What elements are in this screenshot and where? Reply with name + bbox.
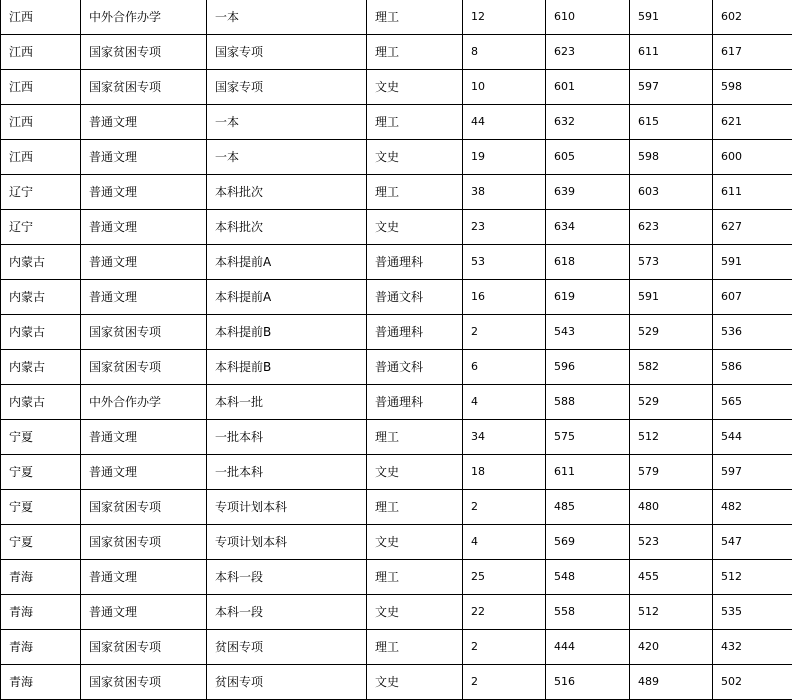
max-score-cell: 623	[546, 35, 630, 70]
plan-type-cell: 中外合作办学	[81, 0, 207, 35]
subject-cell: 理工	[367, 175, 463, 210]
subject-cell: 文史	[367, 455, 463, 490]
min-score-cell: 591	[630, 280, 713, 315]
min-score-cell: 512	[630, 595, 713, 630]
batch-cell: 一本	[207, 105, 367, 140]
province-cell: 内蒙古	[1, 350, 81, 385]
plan-type-cell: 普通文理	[81, 280, 207, 315]
table-row	[1, 385, 792, 420]
min-score-cell: 529	[630, 315, 713, 350]
avg-score-cell: 621	[713, 105, 792, 140]
avg-score-cell: 600	[713, 140, 792, 175]
batch-cell: 贫困专项	[207, 665, 367, 700]
batch-cell: 本科提前B	[207, 350, 367, 385]
province-cell: 宁夏	[1, 455, 81, 490]
avg-score-cell: 544	[713, 420, 792, 455]
table-row	[1, 105, 792, 140]
province-cell: 青海	[1, 560, 81, 595]
subject-cell: 理工	[367, 0, 463, 35]
table-body	[1, 0, 792, 700]
max-score-cell: 610	[546, 0, 630, 35]
table-row	[1, 490, 792, 525]
batch-cell: 一本	[207, 140, 367, 175]
province-cell: 江西	[1, 35, 81, 70]
min-score-cell: 480	[630, 490, 713, 525]
avg-score-cell: 598	[713, 70, 792, 105]
min-score-cell: 623	[630, 210, 713, 245]
min-score-cell: 598	[630, 140, 713, 175]
batch-cell: 本科批次	[207, 210, 367, 245]
enrollment-count-cell: 25	[463, 560, 546, 595]
max-score-cell: 588	[546, 385, 630, 420]
batch-cell: 本科提前B	[207, 315, 367, 350]
subject-cell: 理工	[367, 35, 463, 70]
enrollment-count-cell: 12	[463, 0, 546, 35]
batch-cell: 本科一批	[207, 385, 367, 420]
table-row	[1, 630, 792, 665]
subject-cell: 理工	[367, 105, 463, 140]
min-score-cell: 603	[630, 175, 713, 210]
subject-cell: 理工	[367, 490, 463, 525]
avg-score-cell: 432	[713, 630, 792, 665]
enrollment-count-cell: 34	[463, 420, 546, 455]
enrollment-count-cell: 4	[463, 385, 546, 420]
batch-cell: 一批本科	[207, 455, 367, 490]
plan-type-cell: 普通文理	[81, 420, 207, 455]
max-score-cell: 516	[546, 665, 630, 700]
plan-type-cell: 国家贫困专项	[81, 70, 207, 105]
batch-cell: 专项计划本科	[207, 490, 367, 525]
province-cell: 江西	[1, 140, 81, 175]
max-score-cell: 605	[546, 140, 630, 175]
batch-cell: 国家专项	[207, 70, 367, 105]
plan-type-cell: 普通文理	[81, 455, 207, 490]
table-row	[1, 140, 792, 175]
min-score-cell: 523	[630, 525, 713, 560]
plan-type-cell: 普通文理	[81, 560, 207, 595]
min-score-cell: 512	[630, 420, 713, 455]
subject-cell: 文史	[367, 210, 463, 245]
subject-cell: 理工	[367, 560, 463, 595]
enrollment-count-cell: 2	[463, 490, 546, 525]
min-score-cell: 579	[630, 455, 713, 490]
province-cell: 宁夏	[1, 490, 81, 525]
enrollment-count-cell: 8	[463, 35, 546, 70]
plan-type-cell: 普通文理	[81, 595, 207, 630]
avg-score-cell: 607	[713, 280, 792, 315]
min-score-cell: 611	[630, 35, 713, 70]
enrollment-count-cell: 6	[463, 350, 546, 385]
max-score-cell: 634	[546, 210, 630, 245]
province-cell: 江西	[1, 0, 81, 35]
table-row	[1, 245, 792, 280]
avg-score-cell: 502	[713, 665, 792, 700]
max-score-cell: 632	[546, 105, 630, 140]
max-score-cell: 639	[546, 175, 630, 210]
province-cell: 青海	[1, 630, 81, 665]
batch-cell: 国家专项	[207, 35, 367, 70]
avg-score-cell: 535	[713, 595, 792, 630]
enrollment-count-cell: 44	[463, 105, 546, 140]
subject-cell: 普通理科	[367, 385, 463, 420]
province-cell: 辽宁	[1, 210, 81, 245]
subject-cell: 文史	[367, 595, 463, 630]
table-row	[1, 35, 792, 70]
subject-cell: 文史	[367, 70, 463, 105]
table-row	[1, 560, 792, 595]
province-cell: 宁夏	[1, 525, 81, 560]
plan-type-cell: 中外合作办学	[81, 385, 207, 420]
province-cell: 青海	[1, 665, 81, 700]
min-score-cell: 591	[630, 0, 713, 35]
avg-score-cell: 547	[713, 525, 792, 560]
max-score-cell: 601	[546, 70, 630, 105]
plan-type-cell: 国家贫困专项	[81, 490, 207, 525]
batch-cell: 专项计划本科	[207, 525, 367, 560]
avg-score-cell: 602	[713, 0, 792, 35]
enrollment-count-cell: 2	[463, 315, 546, 350]
plan-type-cell: 国家贫困专项	[81, 315, 207, 350]
plan-type-cell: 国家贫困专项	[81, 525, 207, 560]
avg-score-cell: 627	[713, 210, 792, 245]
max-score-cell: 611	[546, 455, 630, 490]
enrollment-count-cell: 2	[463, 630, 546, 665]
batch-cell: 一批本科	[207, 420, 367, 455]
province-cell: 内蒙古	[1, 385, 81, 420]
province-cell: 内蒙古	[1, 315, 81, 350]
avg-score-cell: 611	[713, 175, 792, 210]
avg-score-cell: 591	[713, 245, 792, 280]
avg-score-cell: 617	[713, 35, 792, 70]
min-score-cell: 615	[630, 105, 713, 140]
avg-score-cell: 586	[713, 350, 792, 385]
province-cell: 江西	[1, 105, 81, 140]
enrollment-count-cell: 22	[463, 595, 546, 630]
avg-score-cell: 482	[713, 490, 792, 525]
enrollment-count-cell: 18	[463, 455, 546, 490]
province-cell: 宁夏	[1, 420, 81, 455]
batch-cell: 本科批次	[207, 175, 367, 210]
min-score-cell: 455	[630, 560, 713, 595]
max-score-cell: 569	[546, 525, 630, 560]
plan-type-cell: 普通文理	[81, 105, 207, 140]
min-score-cell: 597	[630, 70, 713, 105]
table-row	[1, 175, 792, 210]
subject-cell: 理工	[367, 420, 463, 455]
max-score-cell: 619	[546, 280, 630, 315]
enrollment-count-cell: 19	[463, 140, 546, 175]
enrollment-count-cell: 10	[463, 70, 546, 105]
avg-score-cell: 512	[713, 560, 792, 595]
max-score-cell: 548	[546, 560, 630, 595]
batch-cell: 贫困专项	[207, 630, 367, 665]
max-score-cell: 485	[546, 490, 630, 525]
subject-cell: 文史	[367, 665, 463, 700]
enrollment-count-cell: 16	[463, 280, 546, 315]
enrollment-count-cell: 38	[463, 175, 546, 210]
batch-cell: 本科一段	[207, 595, 367, 630]
min-score-cell: 420	[630, 630, 713, 665]
batch-cell: 本科提前A	[207, 245, 367, 280]
enrollment-count-cell: 53	[463, 245, 546, 280]
province-cell: 内蒙古	[1, 245, 81, 280]
max-score-cell: 575	[546, 420, 630, 455]
max-score-cell: 596	[546, 350, 630, 385]
plan-type-cell: 国家贫困专项	[81, 665, 207, 700]
max-score-cell: 618	[546, 245, 630, 280]
table-row	[1, 665, 792, 700]
plan-type-cell: 普通文理	[81, 175, 207, 210]
plan-type-cell: 国家贫困专项	[81, 350, 207, 385]
province-cell: 内蒙古	[1, 280, 81, 315]
table-row	[1, 280, 792, 315]
subject-cell: 普通文科	[367, 350, 463, 385]
max-score-cell: 558	[546, 595, 630, 630]
subject-cell: 文史	[367, 140, 463, 175]
batch-cell: 本科提前A	[207, 280, 367, 315]
enrollment-count-cell: 4	[463, 525, 546, 560]
province-cell: 辽宁	[1, 175, 81, 210]
enrollment-count-cell: 23	[463, 210, 546, 245]
subject-cell: 普通理科	[367, 315, 463, 350]
max-score-cell: 444	[546, 630, 630, 665]
table-row	[1, 0, 792, 35]
table-row	[1, 70, 792, 105]
subject-cell: 理工	[367, 630, 463, 665]
table-row	[1, 455, 792, 490]
table-row	[1, 420, 792, 455]
plan-type-cell: 普通文理	[81, 210, 207, 245]
min-score-cell: 582	[630, 350, 713, 385]
min-score-cell: 573	[630, 245, 713, 280]
min-score-cell: 489	[630, 665, 713, 700]
subject-cell: 普通文科	[367, 280, 463, 315]
avg-score-cell: 597	[713, 455, 792, 490]
plan-type-cell: 普通文理	[81, 245, 207, 280]
plan-type-cell: 普通文理	[81, 140, 207, 175]
table-row	[1, 350, 792, 385]
plan-type-cell: 国家贫困专项	[81, 630, 207, 665]
province-cell: 青海	[1, 595, 81, 630]
subject-cell: 普通理科	[367, 245, 463, 280]
min-score-cell: 529	[630, 385, 713, 420]
subject-cell: 文史	[367, 525, 463, 560]
table-row	[1, 210, 792, 245]
max-score-cell: 543	[546, 315, 630, 350]
province-cell: 江西	[1, 70, 81, 105]
avg-score-cell: 536	[713, 315, 792, 350]
table-row	[1, 595, 792, 630]
table-row	[1, 315, 792, 350]
plan-type-cell: 国家贫困专项	[81, 35, 207, 70]
batch-cell: 一本	[207, 0, 367, 35]
avg-score-cell: 565	[713, 385, 792, 420]
batch-cell: 本科一段	[207, 560, 367, 595]
table-row	[1, 525, 792, 560]
enrollment-count-cell: 2	[463, 665, 546, 700]
